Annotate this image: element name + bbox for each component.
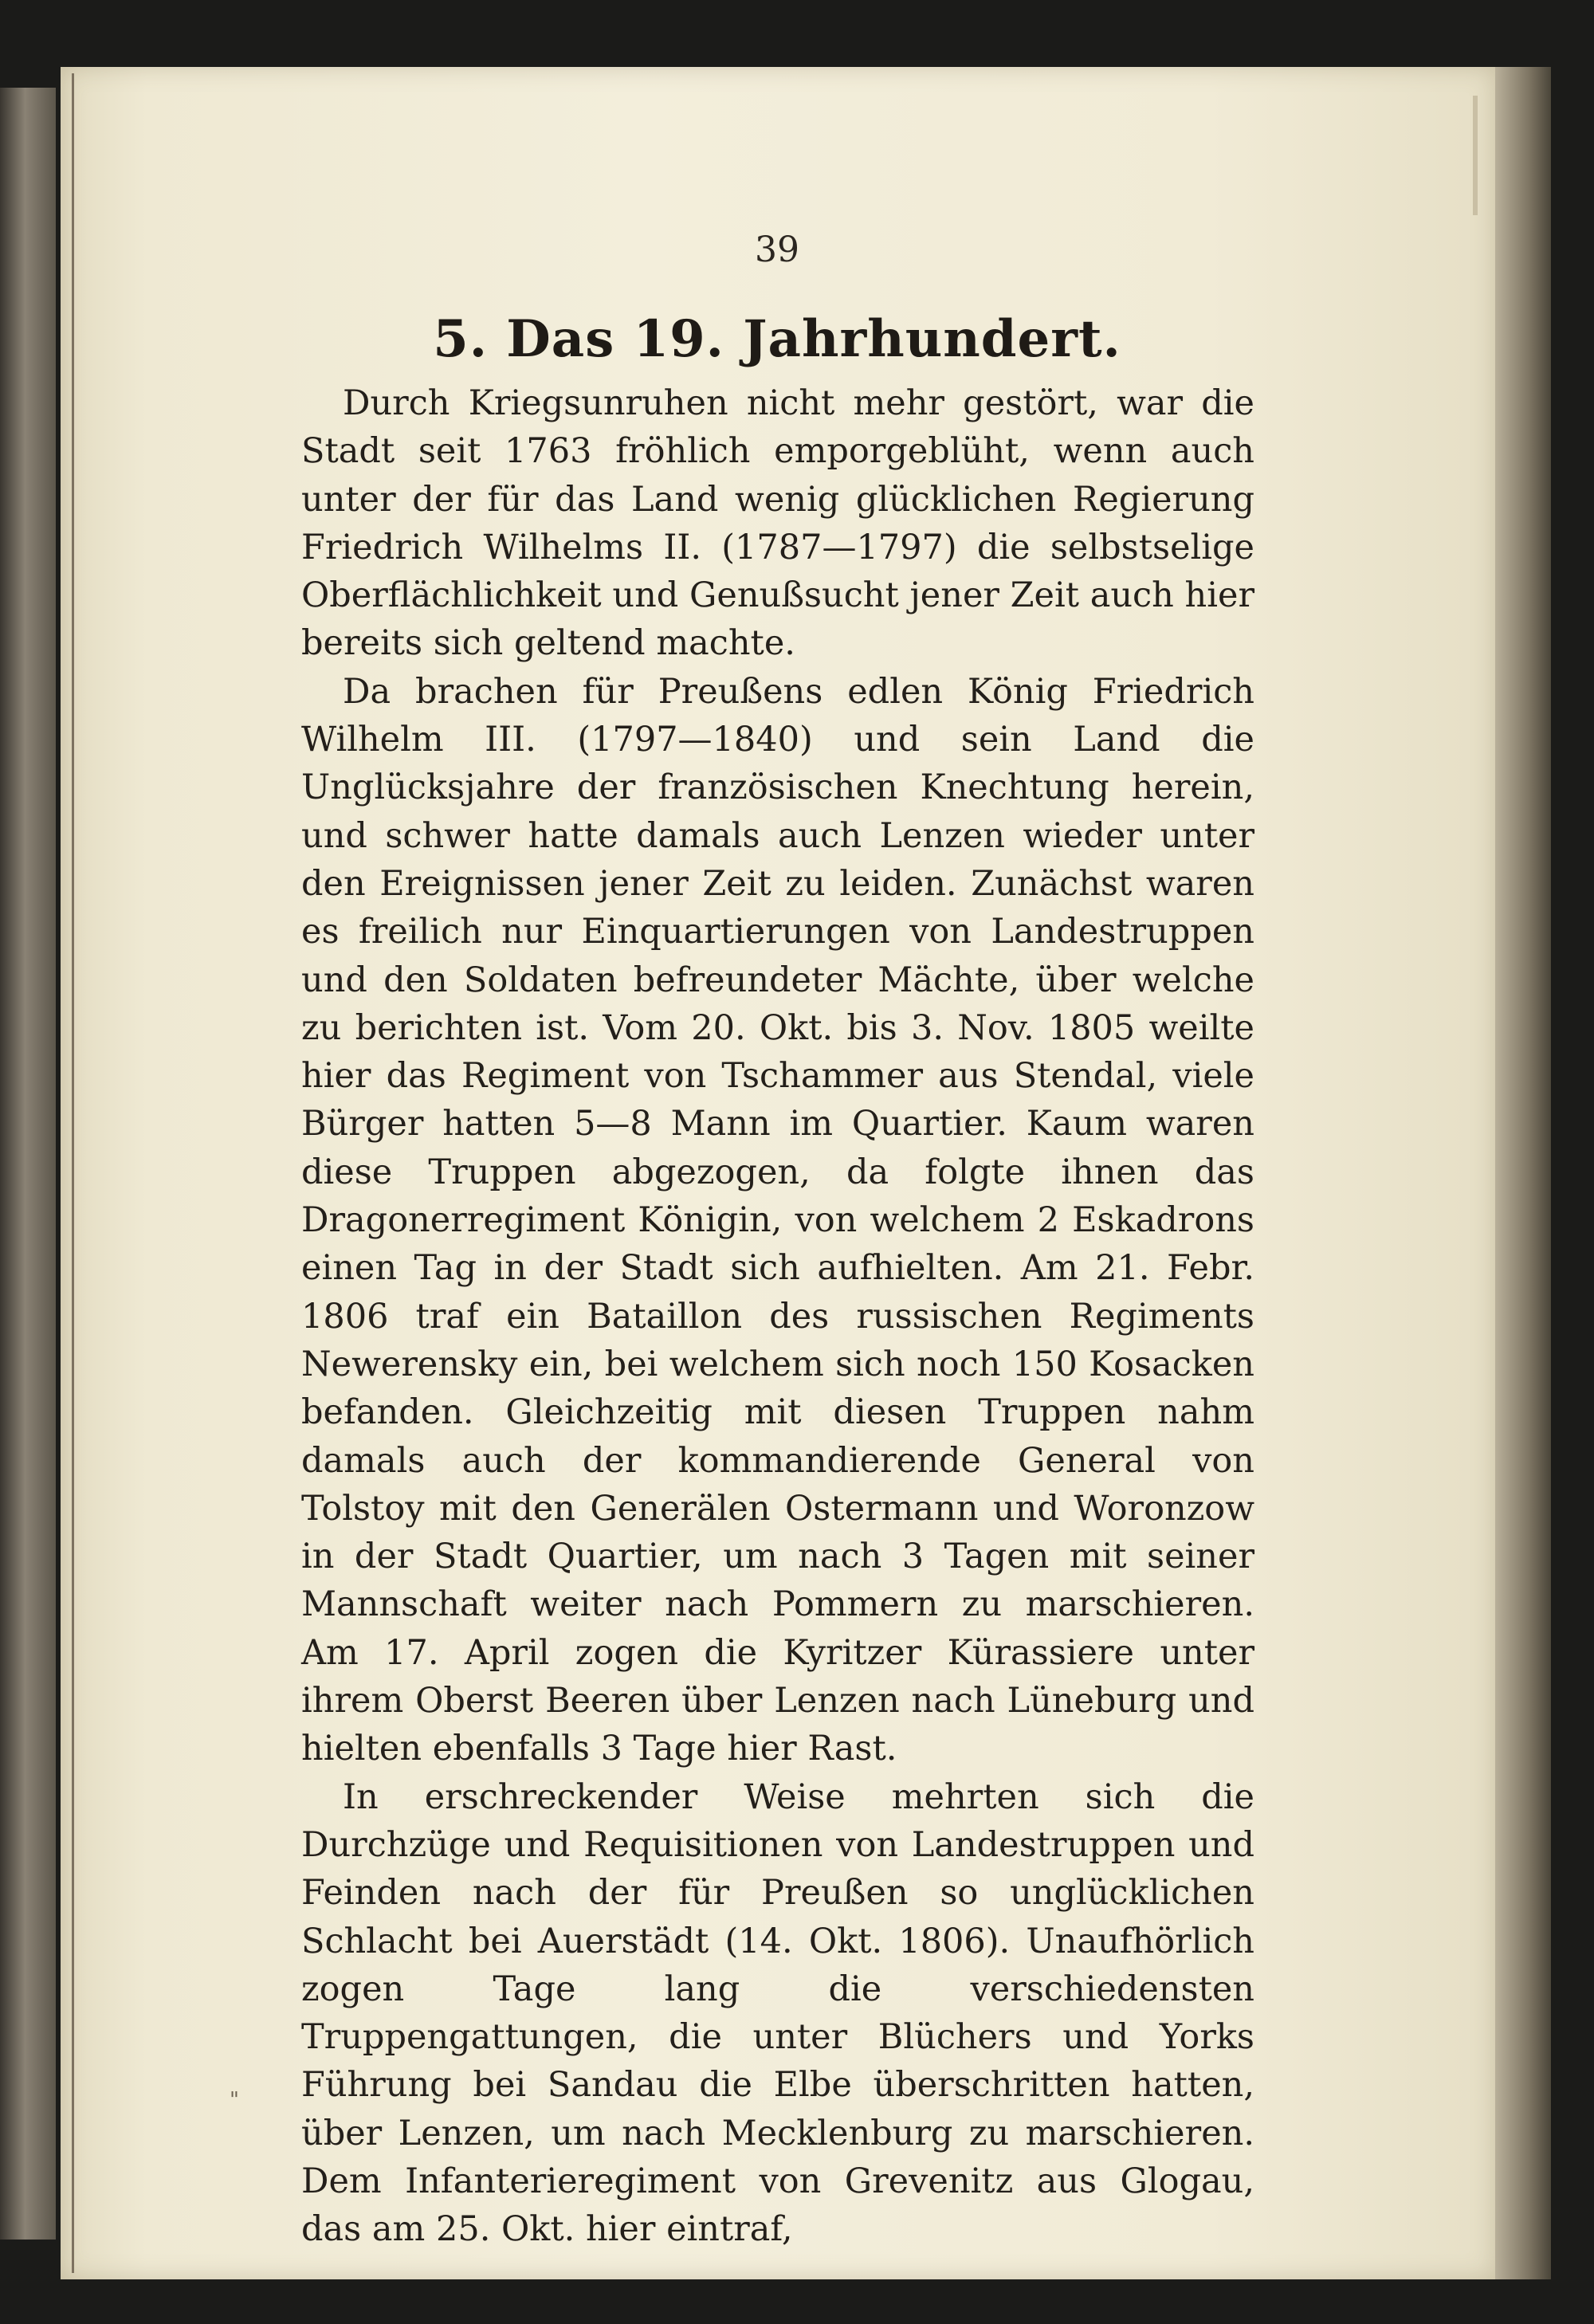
footer-mark: " [230, 2088, 239, 2112]
left-page-edge [0, 88, 56, 2240]
paragraph-2: Da brachen für Preußens edlen König Friedrich Wilhelm III. (1797—1840) und sein Land die Unglücksjahre der französischen Knechtung herein, und schwer hatte damals auch Lenzen wieder unter den Ereignissen jener Zeit zu leiden. Zunächst waren es freilich nur Einquartierungen von Landestruppen und den Soldaten befreundeter Mächte, über welche zu berichten ist. Vom 20. Okt. bis 3. Nov. 1805 weilte hier das Regiment von Tschammer aus Stendal, viele Bürger hatten 5—8 Mann im Quartier. Kaum waren diese Truppen abgezogen, da folgte ihnen das Dragonerregiment Königin, von welchem 2 Eskadrons einen Tag in der Stadt sich aufhielten. Am 21. Febr. 1806 traf ein Bataillon des russischen Regiments Newerensky ein, bei welchem sich noch 150 Kosacken befanden. Gleichzeitig mit diesen Truppen nahm damals auch der kommandierende General von Tolstoy mit den Generälen Ostermann und Woronzow in der Stadt Quartier, um nach 3 Tagen mit seiner Mannschaft weiter nach Pommern zu marschieren. Am 17. April zogen die Kyritzer Kürassiere unter ihrem Oberst Beeren über Lenzen nach Lüneburg und hielten ebenfalls 3 Tage hier Rast. [301, 671, 1254, 1769]
paper-tear-mark [1473, 96, 1478, 215]
book-binding [1495, 67, 1551, 2279]
page-number: 39 [755, 230, 799, 270]
gutter-line [72, 73, 74, 2273]
chapter-title: 5. Das 19. Jahrhundert. [433, 309, 1121, 369]
body-text [301, 379, 1254, 2254]
paragraph-1: Durch Kriegsunruhen nicht mehr gestört, war die Stadt seit 1763 fröhlich emporgeblüht, wenn auch unter der für das Land wenig glücklichen Regierung Friedrich Wilhelms II. (1787—1797) die selbstselige Oberflächlichkeit und Genußsucht jener Zeit auch hier bereits sich geltend machte. [301, 383, 1254, 664]
paragraph-3: In erschreckender Weise mehrten sich die Durchzüge und Requisitionen von Landestruppen und Feinden nach der für Preußen so unglücklichen Schlacht bei Auerstädt (14. Okt. 1806). Unaufhörlich zogen Tage lang die verschiedensten Truppengattungen, die unter Blüchers und Yorks Führung bei Sandau die Elbe überschritten hatten, über Lenzen, um nach Mecklenburg zu marschieren. Dem Infanterieregiment von Grevenitz aus Glogau, das am 25. Okt. hier eintraf, [301, 1776, 1254, 2250]
